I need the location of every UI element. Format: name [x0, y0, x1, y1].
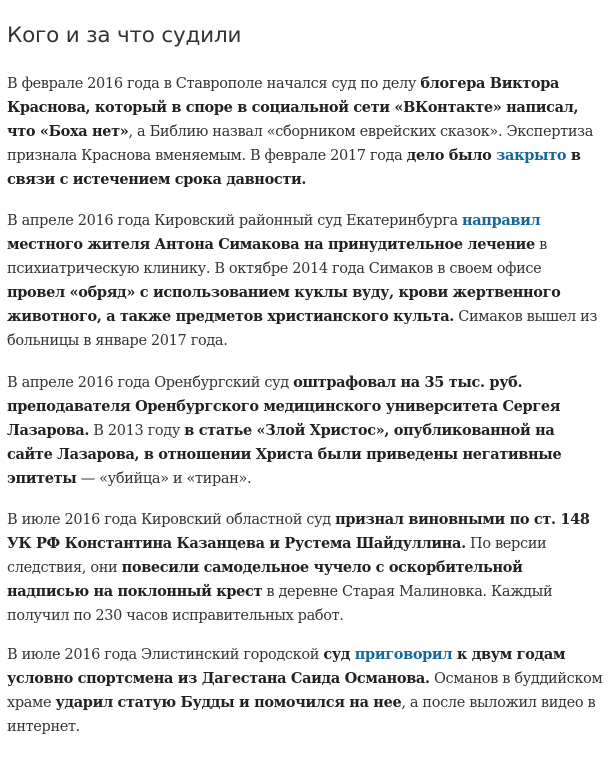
text-span: — «убийца» и «тиран». — [76, 471, 252, 487]
text-span: В феврале 2016 года в Ставрополе начался суд по делу — [7, 76, 421, 92]
text-span: В 2013 году — [89, 423, 185, 439]
text-span: По версии следствия, они — [7, 536, 547, 576]
bold-span: к двум годам условно спортсмена из Дагестана Саида Османова. — [7, 646, 566, 687]
paragraph-kazantsev — [7, 508, 603, 628]
text-span: Симаков вышел из больницы в январе 2017 года. — [7, 309, 598, 349]
bold-span: ударил статую Будды и помочился на нее — [55, 694, 402, 711]
text-span: Османов в буддийском храме — [7, 671, 603, 711]
text-span: В апреле 2016 года Кировский районный суд Екатеринбурга — [7, 213, 462, 229]
bold-span: повесили самодельное чучело с оскорбительной надписью на поклонный крест — [7, 559, 523, 600]
text-span: В апреле 2016 года Оренбургский суд — [7, 375, 294, 391]
paragraph-krasnov — [7, 72, 603, 192]
link-prigovoril[interactable]: приговорил — [354, 646, 453, 663]
bold-span: суд — [323, 646, 355, 663]
bold-span: провел «обряд» с использованием куклы вуду, крови жертвенного животного, а также предметов христианского культа. — [7, 284, 561, 325]
text-span: в психиатрическую клинику. В октябре 2014 года Симаков в своем офисе — [7, 237, 547, 277]
bold-span: оштрафовал на 35 тыс. руб. преподавателя Оренбургского медицинского университета Сергея Лазарова. — [7, 374, 561, 439]
paragraph-osmanov — [7, 643, 603, 739]
section-heading: Кого и за что судили — [7, 23, 242, 48]
text-span: В июле 2016 года Элистинский городской — [7, 647, 324, 663]
article — [7, 0, 603, 735]
text-span: В июле 2016 года Кировский областной суд — [7, 512, 336, 528]
bold-span: дело было — [406, 147, 497, 164]
bold-span: местного жителя Антона Симакова на принудительное лечение — [7, 236, 535, 253]
bold-span: блогера Виктора Краснова, который в споре в социальной сети «ВКонтакте» написал, что «Боха нет» — [7, 75, 579, 140]
text-span: , а Библию назвал «сборником еврейских сказок». Экспертиза признала Краснова вменяемым. В феврале 2017 года — [7, 124, 594, 164]
bold-span: признал виновными по ст. 148 УК РФ Константина Казанцева и Рустема Шайдуллина. — [7, 511, 590, 552]
paragraph-lazarov — [7, 371, 603, 491]
bold-span: в связи с истечением срока давности. — [7, 147, 581, 188]
text-span: , а после выложил видео в интернет. — [7, 695, 596, 735]
link-napravil[interactable]: направил — [462, 212, 541, 229]
paragraph-simakov — [7, 209, 603, 353]
bold-span: в статье «Злой Христос», опубликованной на сайте Лазарова, в отношении Христа были приведены негативные эпитеты — [7, 422, 562, 487]
text-span: в деревне Старая Малиновка. Каждый получил по 230 часов исправительных работ. — [7, 584, 553, 624]
link-zakryto[interactable]: закрыто — [496, 147, 567, 164]
